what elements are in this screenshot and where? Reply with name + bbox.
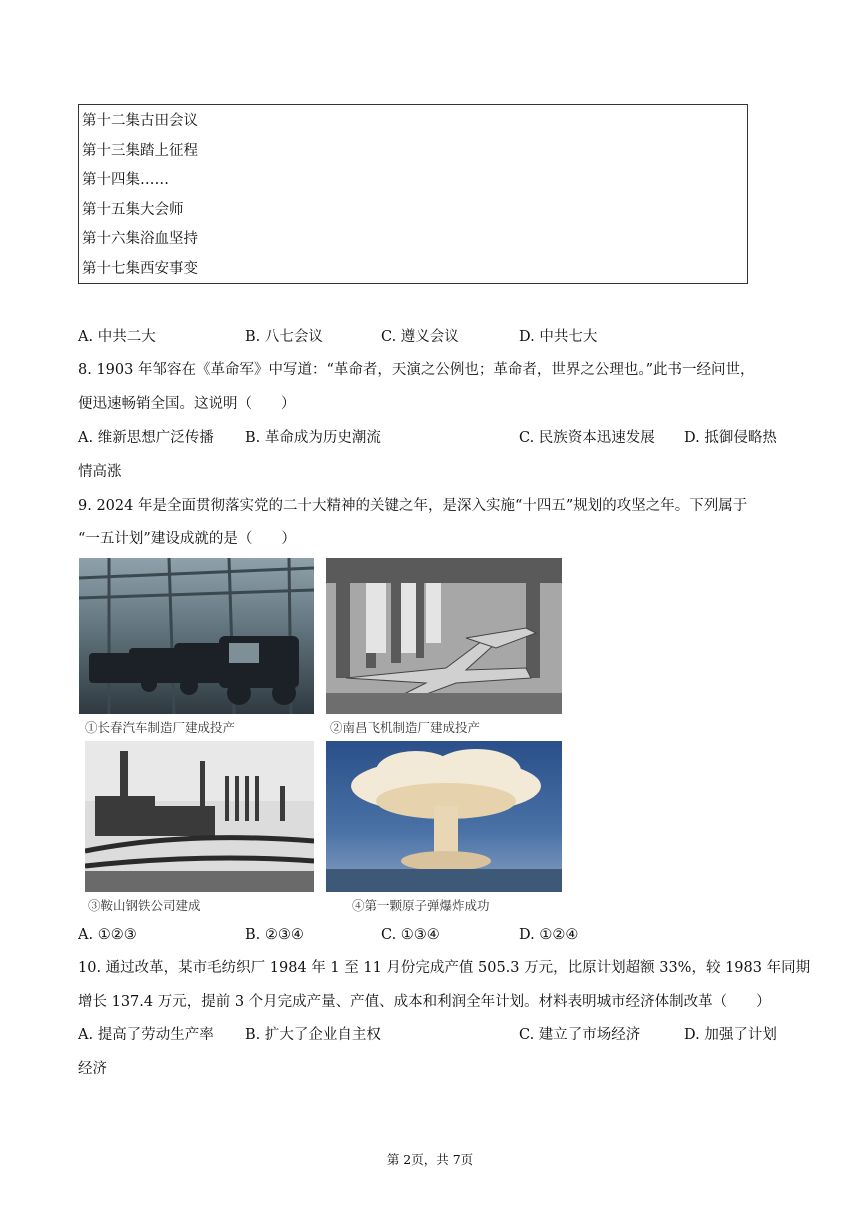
photo1-caption: ①长春汽车制造厂建成投产: [85, 720, 236, 735]
q10-options: [78, 1025, 782, 1045]
q9-stem-line1: 9. 2024 年是全面贯彻落实党的二十大精神的关键之年，是深入实施“十四五”规划的攻坚之年。下列属于: [78, 498, 748, 514]
q8-stem-line1: 8. 1903 年邹容在《革命军》中写道：“革命者，天演之公例也；革命者，世界之公理也。”此书一经问世，: [78, 362, 755, 378]
q8-option-c[interactable]: C. 民族资本迅速发展: [519, 430, 655, 446]
q10-option-c[interactable]: C. 建立了市场经济: [519, 1027, 641, 1043]
q8-options: [78, 428, 782, 448]
q8-option-d[interactable]: D. 抵御侵略热: [684, 430, 777, 446]
q9-option-b[interactable]: B. ②③④: [245, 927, 304, 943]
anshan-steel-photo: [85, 741, 314, 892]
photo3-caption: ③鞍山钢铁公司建成: [88, 898, 201, 913]
atomic-bomb-photo: [326, 741, 562, 892]
q8-option-d-continued: 情高涨: [78, 464, 122, 480]
episode-list-box: [78, 104, 748, 284]
q9-option-d[interactable]: D. ①②④: [519, 927, 579, 943]
q10-option-d[interactable]: D. 加强了计划: [684, 1027, 777, 1043]
q10-stem-line1: 10. 通过改革，某市毛纺织厂 1984 年 1 至 11 月份完成产值 505.3 万元，比原计划超额 33%，较 1983 年同期: [78, 960, 811, 976]
q10-option-d-continued: 经济: [78, 1061, 107, 1077]
q7-option-d[interactable]: D. 中共七大: [519, 329, 598, 345]
episode-item: 第十二集古田会议: [82, 113, 198, 129]
changchun-car-factory-photo: [79, 558, 314, 714]
photo2-caption: ②南昌飞机制造厂建成投产: [330, 720, 481, 735]
q7-option-c[interactable]: C. 遵义会议: [381, 329, 459, 345]
episode-item: 第十四集……: [82, 172, 169, 189]
q10-stem-line2: 增长 137.4 万元，提前 3 个月完成产量、产值、成本和利润全年计划。材料表明城市经济体制改革（ ）: [78, 994, 771, 1010]
q7-option-b[interactable]: B. 八七会议: [245, 329, 323, 345]
episode-item: 第十三集踏上征程: [82, 142, 198, 159]
q7-options: [78, 327, 782, 347]
page-number: 第 2页，共 7页: [386, 1152, 474, 1167]
photo4-caption: ④第一颗原子弹爆炸成功: [352, 898, 490, 913]
nanchang-aircraft-factory-photo: [326, 558, 562, 714]
episode-item: 第十五集大会师: [82, 201, 184, 218]
q8-option-a[interactable]: A. 维新思想广泛传播: [78, 430, 214, 446]
episode-item: 第十七集西安事变: [82, 260, 198, 277]
q9-options: [78, 925, 782, 945]
q8-stem-line2: 便迅速畅销全国。这说明（ ）: [78, 396, 296, 412]
q10-option-a[interactable]: A. 提高了劳动生产率: [78, 1027, 214, 1043]
q7-option-a[interactable]: A. 中共二大: [78, 329, 156, 345]
q9-option-a[interactable]: A. ①②③: [78, 927, 137, 943]
q8-option-b[interactable]: B. 革命成为历史潮流: [245, 430, 381, 446]
q9-option-c[interactable]: C. ①③④: [381, 927, 440, 943]
q9-stem-line2: “一五计划”建设成就的是（ ）: [78, 531, 296, 547]
q10-option-b[interactable]: B. 扩大了企业自主权: [245, 1027, 381, 1043]
episode-item: 第十六集浴血坚持: [82, 231, 198, 248]
